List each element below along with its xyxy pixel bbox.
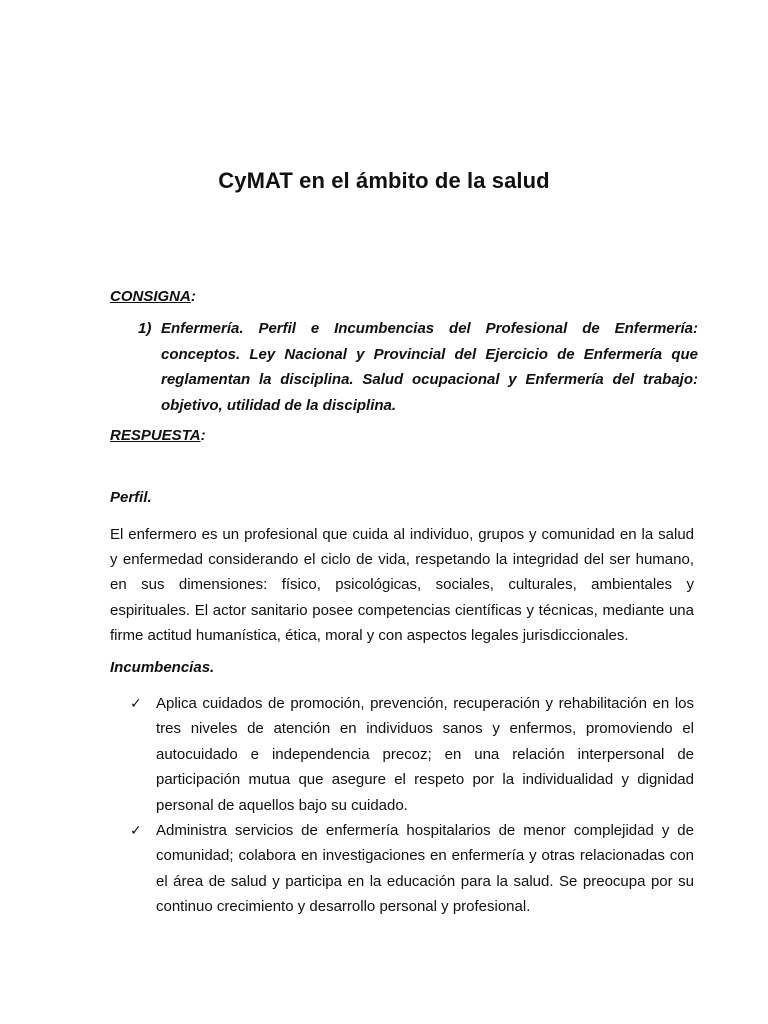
perfil-heading: Perfil. — [110, 489, 152, 506]
consigna-label — [110, 288, 196, 305]
incumbencias-heading: Incumbencias. — [110, 659, 215, 676]
incumbencias-list — [130, 691, 694, 920]
consigna-item — [138, 316, 698, 418]
check-icon: ✓ — [130, 822, 142, 839]
perfil-paragraph: El enfermero es un profesional que cuida al individuo, grupos y comunidad en la salud y enfermedad considerando el ciclo de vida, respetando la integridad del ser humano, en sus dimensiones: físico, psicológicas, sociales, culturales, ambientales y espirituales. El actor sanitario posee competencias científicas y técnicas, mediante una firme actitud humanística, ética, moral y con aspectos legales jurisdiccionales. — [110, 526, 694, 644]
respuesta-label-text: RESPUESTA — [110, 427, 201, 444]
consigna-label-text: CONSIGNA — [110, 288, 191, 305]
list-item — [130, 818, 694, 920]
document-title: CyMAT en el ámbito de la salud — [218, 168, 550, 193]
check-icon: ✓ — [130, 695, 142, 711]
list-item — [130, 691, 694, 818]
respuesta-label — [110, 427, 206, 444]
list-item-text: Aplica cuidados de promoción, prevención, recuperación y rehabilitación en los tres niveles de atención en individuos sanos y enfermos, promoviendo el autocuidado e independencia precoz; en una relación interpersonal de participación mutua que asegure el respeto por la individualidad y dignidad personal de aquellos bajo su cuidado. — [156, 695, 694, 814]
list-item-text: Administra servicios de enfermería hospitalarios de menor complejidad y de comunidad; colabora en investigaciones en enfermería y otras relacionadas con el área de salud y participa en la educación para la salud. Se preocupa por su continuo crecimiento y desarrollo personal y profesional. — [156, 822, 694, 916]
respuesta-colon: : — [200, 427, 206, 444]
consigna-colon: : — [190, 288, 196, 305]
consigna-item-number: 1) — [138, 320, 152, 337]
consigna-item-text: Enfermería. Perfil e Incumbencias del Profesional de Enfermería: conceptos. Ley Nacional y Provincial del Ejercicio de Enfermería que reglamentan la disciplina. Salud ocupacional y Enfermería del trabajo: objetivo, utilidad de la disciplina. — [161, 320, 698, 414]
